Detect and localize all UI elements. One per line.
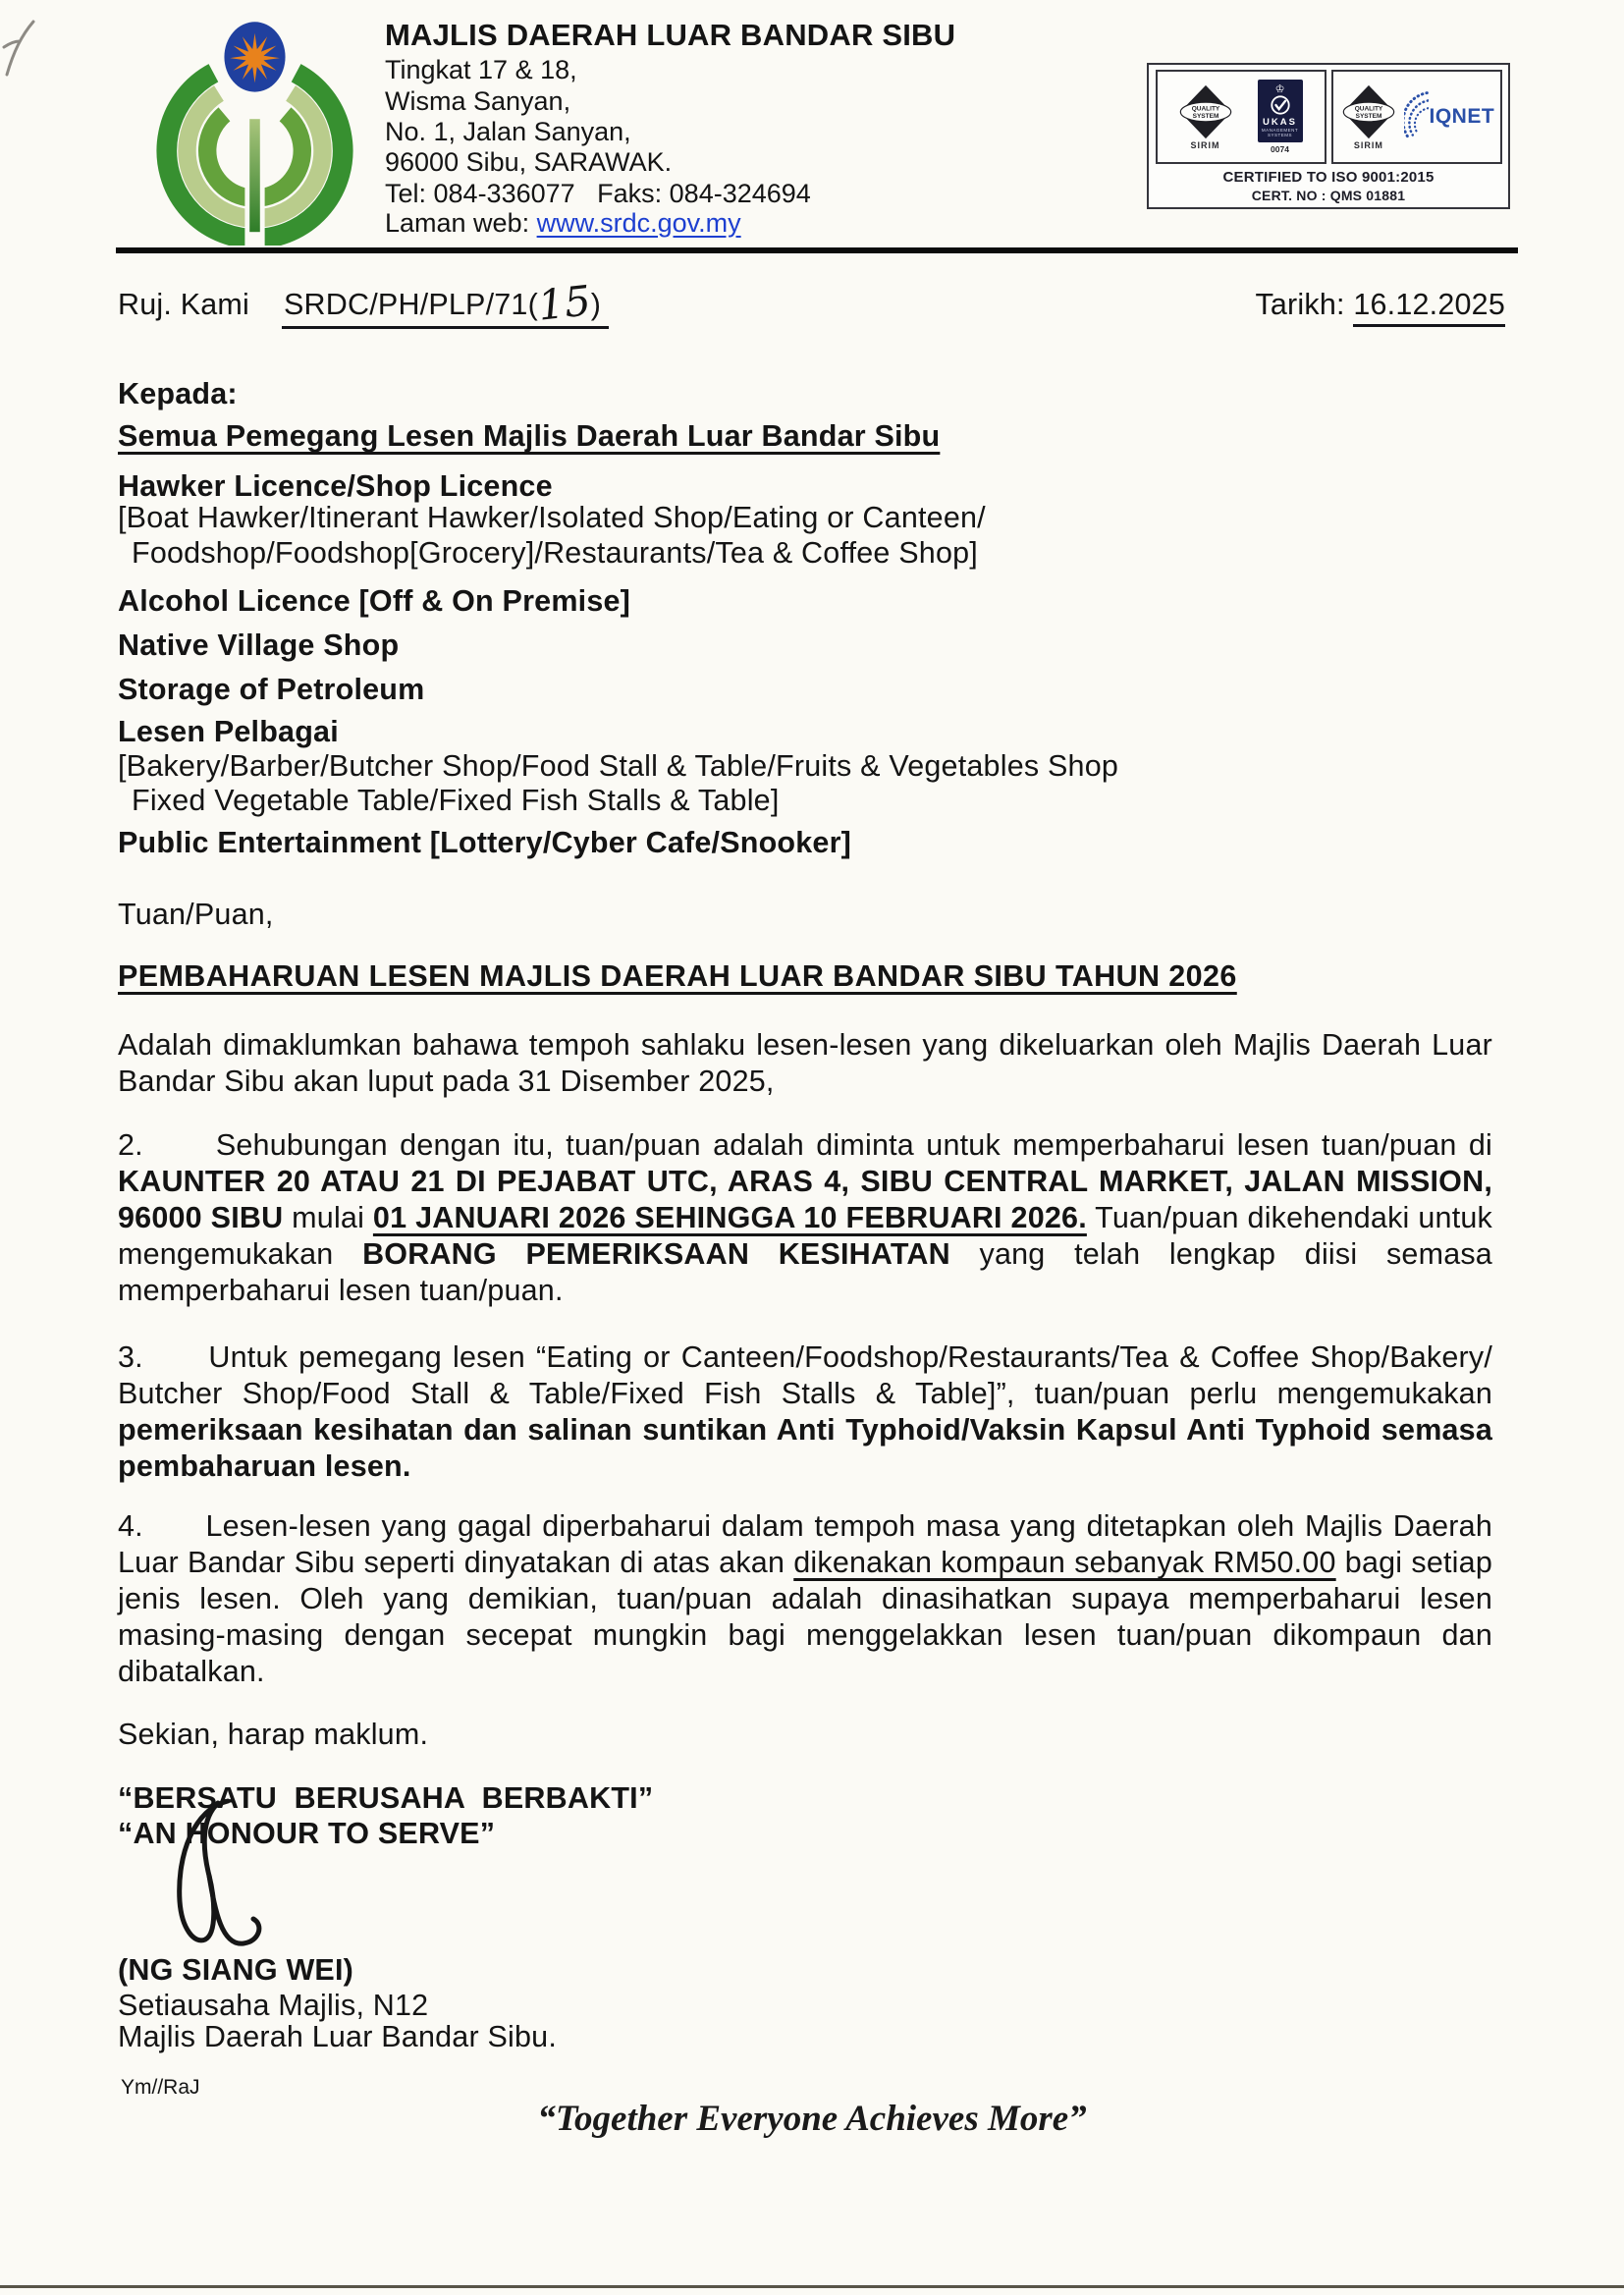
contact-line: Tel: 084-336077 Faks: 084-324694: [385, 179, 811, 208]
council-logo: [139, 20, 370, 246]
cert-no-line: CERT. NO : QMS 01881: [1251, 188, 1406, 203]
salutation: Tuan/Puan,: [118, 898, 274, 931]
address-line: 96000 Sibu, SARAWAK.: [385, 147, 673, 177]
typist-initials: Ym//RaJ: [121, 2076, 200, 2099]
iqnet-name: IQNET: [1429, 105, 1495, 128]
scan-edge-line: [0, 2285, 1624, 2288]
iqnet-dots-icon: [1404, 88, 1429, 145]
sirim-label: SIRIM: [1190, 139, 1220, 150]
svg-text:QUALITY: QUALITY: [1191, 105, 1219, 113]
paragraph-4: 4. Lesen-lesen yang gagal diperbaharui dalam tempoh masa yang ditetapkan oleh Majlis Daerah Luar Bandar Sibu seperti dinyatakan di atas akan dikenakan kompaun sebanyak RM50.00 bagi setiap jenis lesen. Oleh yang demikian, tuan/puan adalah dinasihatkan supaya memperbaharui lesen masing-masing dengan secepat mungkin bagi menggelakkan lesen tuan/puan dikompaun dan dibatalkan.: [118, 1509, 1492, 1688]
org-name: MAJLIS DAERAH LUAR BANDAR SIBU: [385, 18, 956, 52]
signatory-org: Majlis Daerah Luar Bandar Sibu.: [118, 2020, 557, 2053]
reference-number: SRDC/PH/PLP/71(15): [282, 287, 609, 329]
council-motto-malay: “BERSATU BERUSAHA BERBAKTI”: [118, 1781, 654, 1815]
address-line: Wisma Sanyan,: [385, 86, 571, 116]
addressee: Semua Pemegang Lesen Majlis Daerah Luar Bandar Sibu: [118, 419, 941, 453]
date-line: [1255, 287, 1505, 323]
date-value: 16.12.2025: [1353, 288, 1505, 327]
sirim-label: SIRIM: [1353, 139, 1383, 150]
licence-item-title: Storage of Petroleum: [118, 673, 425, 706]
iqnet-logo: [1404, 88, 1494, 145]
svg-text:SYSTEM: SYSTEM: [1192, 112, 1218, 120]
web-line: [385, 208, 741, 239]
licence-item-title: Public Entertainment [Lottery/Cyber Cafe/Snooker]: [118, 826, 852, 859]
signatory-title: Setiausaha Majlis, N12: [118, 1989, 429, 2022]
sirim-logo: [1338, 84, 1399, 150]
sirim-logo: [1175, 84, 1236, 150]
ukas-badge-icon: [1258, 80, 1303, 142]
closing-remark: Sekian, harap maklum.: [118, 1718, 429, 1751]
ukas-sub: MANAGEMENT SYSTEMS: [1261, 128, 1299, 137]
licence-item-detail: [Boat Hawker/Itinerant Hawker/Isolated Shop/Eating or Canteen/: [118, 501, 986, 534]
address-line: Tingkat 17 & 18,: [385, 55, 577, 84]
certification-block: [1147, 63, 1510, 209]
pen-mark: [2, 18, 41, 81]
signature: [165, 1793, 302, 1965]
licence-item-detail: [Bakery/Barber/Butcher Shop/Food Stall & Table/Fruits & Vegetables Shop: [118, 749, 1119, 783]
sirim-iqnet-badge: [1331, 70, 1502, 164]
signatory-name: (NG SIANG WEI): [118, 1953, 354, 1987]
date-label: Tarikh:: [1255, 288, 1354, 321]
reference-label: Ruj. Kami: [118, 288, 250, 321]
sirim-diamond-icon: [1178, 84, 1233, 139]
paragraph-2: 2. Sehubungan dengan itu, tuan/puan adalah diminta untuk memperbaharui lesen tuan/puan di KAUNTER 20 ATAU 21 DI PEJABAT UTC, ARAS 4, SIBU CENTRAL MARKET, JALAN MISSION, 96000 SIBU mulai 01 JANUARI 2026 SEHINGGA 10 FEBRUARI 2026. Tuan/puan dikehendaki untuk mengemukakan BORANG PEMERIKSAAN KESIHATAN yang telah lengkap diisi semasa memperbaharui lesen tuan/puan.: [118, 1128, 1492, 1307]
licence-item-detail: Fixed Vegetable Table/Fixed Fish Stalls & Table]: [132, 784, 780, 817]
header-divider: [116, 247, 1518, 253]
sirim-diamond-icon: [1341, 84, 1396, 139]
subject-line: PEMBAHARUAN LESEN MAJLIS DAERAH LUAR BANDAR SIBU TAHUN 2026: [118, 959, 1237, 993]
ukas-name: UKAS: [1263, 117, 1297, 128]
licence-item-title: Native Village Shop: [118, 628, 400, 662]
crown-icon: ♔: [1274, 83, 1285, 95]
sirim-ukas-badge: [1156, 70, 1326, 164]
council-motto-english: “AN HONOUR TO SERVE”: [118, 1817, 496, 1850]
logo-stem: [249, 119, 260, 232]
web-label: Laman web:: [385, 208, 537, 238]
address-line: No. 1, Jalan Sanyan,: [385, 117, 631, 146]
licence-item-title: Alcohol Licence [Off & On Premise]: [118, 584, 631, 618]
ukas-logo: [1254, 80, 1307, 154]
licence-item-detail: Foodshop/Foodshop[Grocery]/Restaurants/Tea & Coffee Shop]: [132, 536, 978, 570]
ukas-number: 0074: [1271, 144, 1289, 154]
svg-text:SYSTEM: SYSTEM: [1355, 112, 1382, 120]
licence-item-title: Hawker Licence/Shop Licence: [118, 469, 553, 503]
licence-item-title: Lesen Pelbagai: [118, 715, 339, 748]
paragraph-3: 3. Untuk pemegang lesen “Eating or Canteen/Foodshop/Restaurants/Tea & Coffee Shop/Bakery/ Butcher Shop/Food Stall & Table/Fixed Fish Stalls & Table]”, tuan/puan perlu mengemukakan pemeriksaan kesihatan dan salinan suntikan Anti Typhoid/Vaksin Kapsul Anti Typhoid semasa pembaharuan lesen.: [118, 1340, 1492, 1483]
paragraph-1: Adalah dimaklumkan bahawa tempoh sahlaku lesen-lesen yang dikeluarkan oleh Majlis Daerah Luar Bandar Sibu akan luput pada 31 Disember 2025,: [118, 1028, 1492, 1098]
kepada-label: Kepada:: [118, 377, 238, 410]
web-url-link: www.srdc.gov.my: [536, 208, 741, 238]
svg-text:QUALITY: QUALITY: [1354, 105, 1383, 113]
handwritten-number: 15: [535, 276, 594, 330]
certified-line: CERTIFIED TO ISO 9001:2015: [1222, 169, 1435, 186]
footer-motto: “Together Everyone Achieves More”: [537, 2099, 1087, 2139]
check-circle-icon: [1270, 94, 1291, 116]
